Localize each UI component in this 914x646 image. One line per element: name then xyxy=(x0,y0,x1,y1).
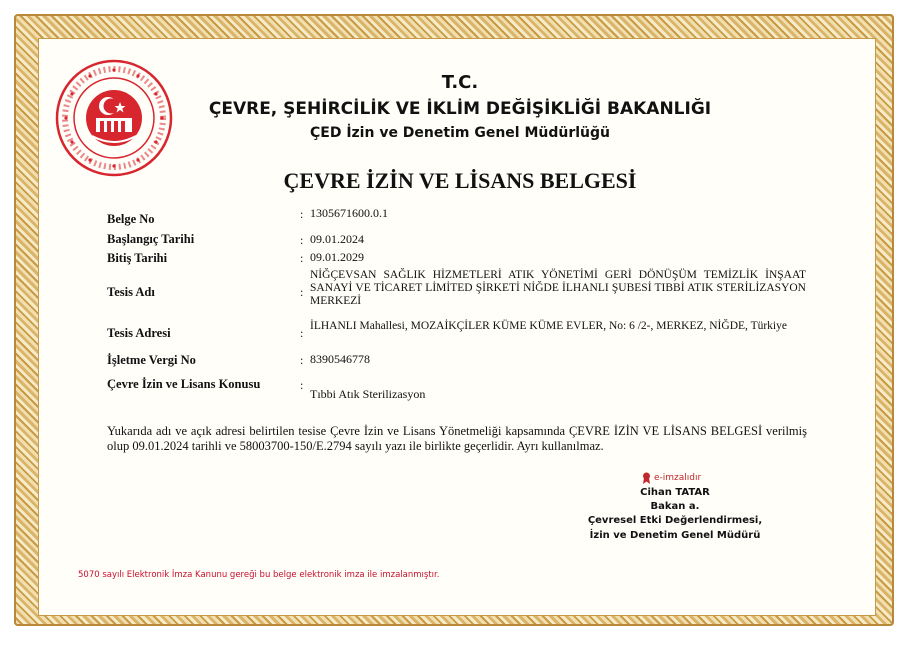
belge-no-value: 1305671600.0.1 xyxy=(310,206,388,220)
colon: : xyxy=(300,326,304,340)
e-signature-mark xyxy=(642,472,701,484)
belge-no-label: Belge No xyxy=(107,212,155,226)
bitis-value: 09.01.2029 xyxy=(310,250,364,264)
colon: : xyxy=(300,285,304,299)
signer-role-3: İzin ve Denetim Genel Müdürü xyxy=(589,530,761,541)
document-title: ÇEVRE İZİN VE LİSANS BELGESİ xyxy=(283,168,637,193)
tesis-adi-value: NİĞÇEVSAN SAĞLIK HİZMETLERİ ATIK YÖNETİMİ GERİ DÖNÜŞÜM TEMİZLİK İNŞAAT SANAYİ VE TİCARET LİMİTED ŞİRKETİ NİĞDE İLHANLI ŞUBESİ TIBBİ ATIK STERİLİZASYON MERKEZİ xyxy=(310,269,806,307)
header-ministry: ÇEVRE, ŞEHİRCİLİK VE İKLİM DEĞİŞİKLİĞİ BAKANLIĞI xyxy=(208,99,712,119)
colon: : xyxy=(300,251,304,265)
baslangic-label: Başlangıç Tarihi xyxy=(107,232,195,246)
colon: : xyxy=(300,207,304,221)
tesis-adi-label: Tesis Adı xyxy=(107,285,155,299)
colon: : xyxy=(300,233,304,247)
konu-label: Çevre İzin ve Lisans Konusu xyxy=(107,377,261,391)
footer-note: 5070 sayılı Elektronik İmza Kanunu gereği bu belge elektronik imza ile imzalanmıştır. xyxy=(78,570,440,580)
bitis-label: Bitiş Tarihi xyxy=(107,251,168,265)
header-tc: T.C. xyxy=(441,72,479,93)
seal-ribbon-icon xyxy=(642,472,651,484)
colon: : xyxy=(300,378,304,392)
ministry-seal-logo xyxy=(54,58,174,178)
tesis-adresi-label: Tesis Adresi xyxy=(107,326,171,340)
validity-paragraph: Yukarıda adı ve açık adresi belirtilen tesise Çevre İzin ve Lisans Yönetmeliği kapsamında ÇEVRE İZİN VE LİSANS BELGESİ verilmiş olup 09.01.2024 tarihli ve 58003700-150/E.2794 sayılı yazı ile birlikte geçerlidir. Ayrı kullanılmaz. xyxy=(107,424,807,453)
vergi-no-value: 8390546778 xyxy=(310,352,370,366)
e-signature-text: e-imzalıdır xyxy=(654,473,702,483)
tesis-adresi-value: İLHANLI Mahallesi, MOZAİKÇİLER KÜME KÜME EVLER, No: 6 /2-, MERKEZ, NİĞDE, Türkiye xyxy=(310,320,787,332)
header-directorate: ÇED İzin ve Denetim Genel Müdürlüğü xyxy=(309,125,611,141)
signer-role-2: Çevresel Etki Değerlendirmesi, xyxy=(587,515,763,526)
signer-name: Cihan TATAR xyxy=(640,487,710,498)
baslangic-value: 09.01.2024 xyxy=(310,232,364,246)
colon: : xyxy=(300,353,304,367)
konu-value: Tıbbi Atık Sterilizasyon xyxy=(310,387,426,401)
signer-role-1: Bakan a. xyxy=(650,501,700,512)
vergi-no-label: İşletme Vergi No xyxy=(107,353,196,367)
